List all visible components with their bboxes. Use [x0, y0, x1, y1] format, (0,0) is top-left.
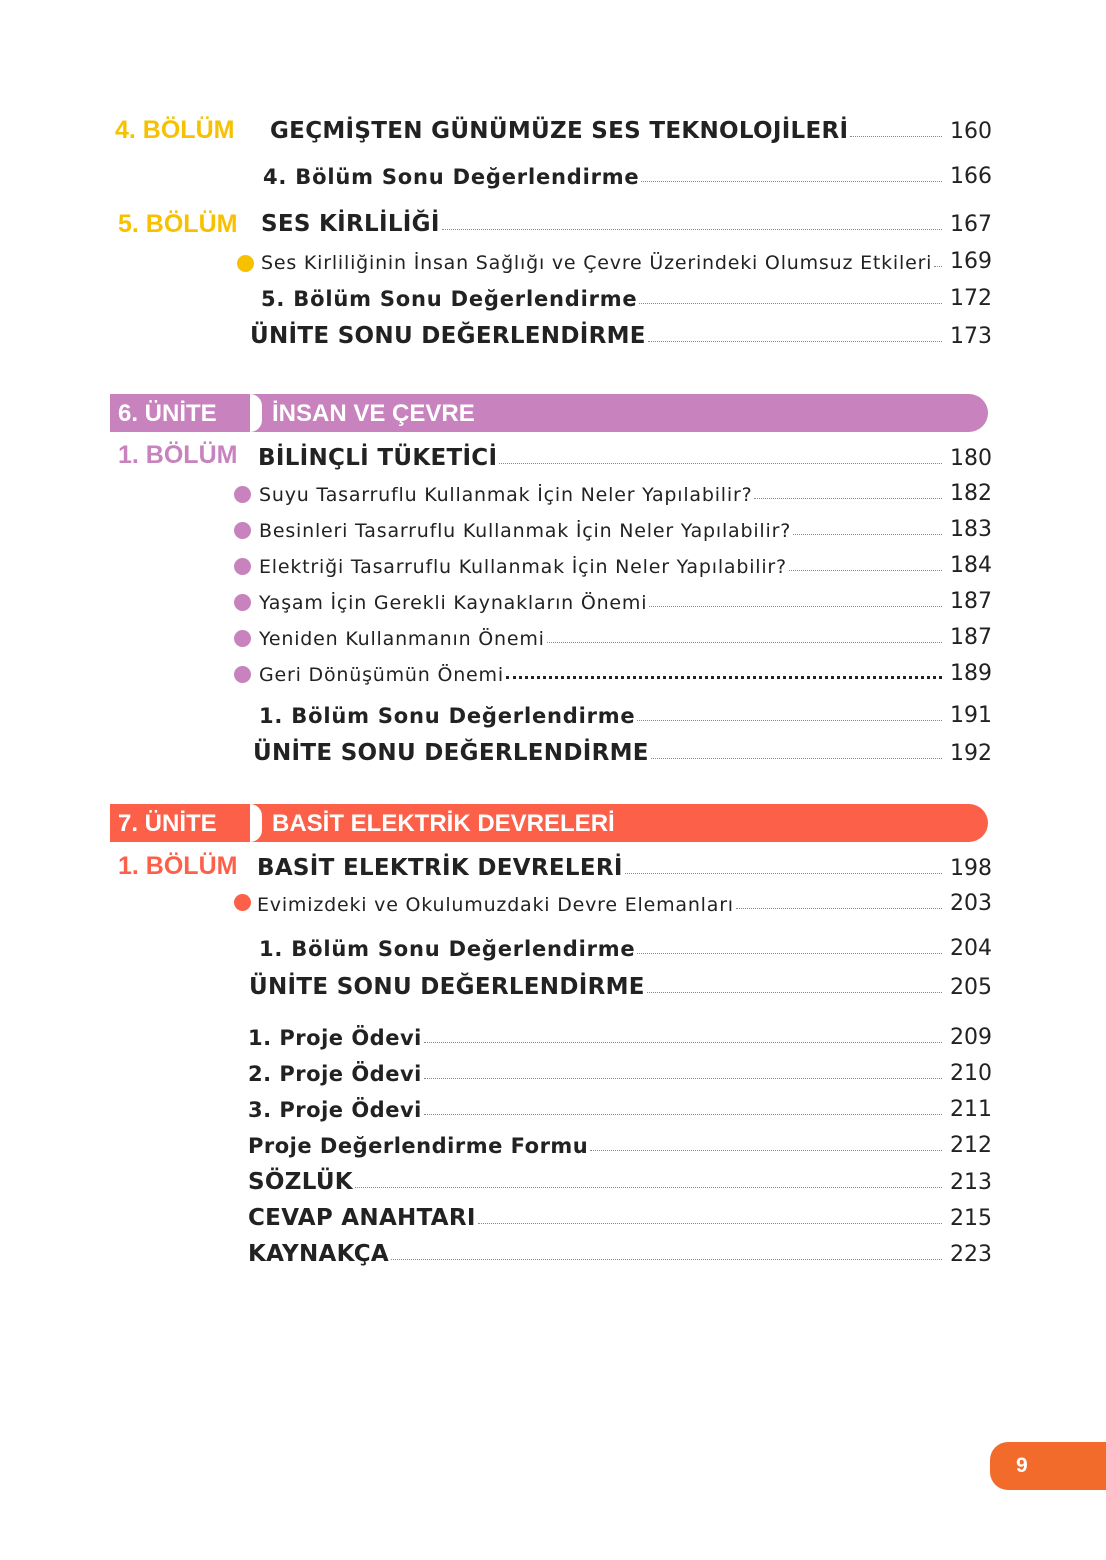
toc-entry[interactable]: [261, 286, 992, 311]
unit-title: BASİT ELEKTRİK DEVRELERİ: [272, 810, 615, 837]
dot-leader: [637, 720, 942, 721]
entry-title: Yeniden Kullanmanın Önemi: [259, 628, 545, 650]
dot-leader: [934, 266, 942, 267]
entry-page: 160: [950, 119, 992, 144]
bullet-icon: [234, 522, 251, 539]
dot-leader: [499, 463, 942, 464]
dot-leader: [355, 1187, 942, 1188]
entry-title: 5. Bölüm Sonu Değerlendirme: [261, 287, 638, 311]
toc-entry[interactable]: [259, 553, 992, 578]
toc-entry[interactable]: [259, 481, 992, 506]
dot-leader: [442, 229, 942, 230]
dot-leader: [625, 873, 942, 874]
toc-entry[interactable]: [257, 891, 992, 916]
dot-leader: [391, 1259, 942, 1260]
page-number: 9: [1016, 1454, 1028, 1477]
entry-title: 1. Bölüm Sonu Değerlendirme: [259, 704, 636, 728]
toc-entry[interactable]: [259, 625, 992, 650]
toc-entry[interactable]: [261, 249, 992, 274]
entry-title: Yaşam İçin Gerekli Kaynakların Önemi: [259, 592, 648, 614]
unit-label: 7. ÜNİTE: [118, 810, 217, 837]
bullet-icon: [234, 486, 251, 503]
entry-title: Proje Değerlendirme Formu: [248, 1134, 589, 1158]
entry-title: Ses Kirliliğinin İnsan Sağlığı ve Çevre Üzerindeki Olumsuz Etkileri: [261, 252, 933, 274]
entry-page: 209: [950, 1025, 992, 1050]
dot-leader: [641, 181, 942, 182]
entry-title: 4. Bölüm Sonu Değerlendirme: [263, 165, 640, 189]
toc-entry[interactable]: [248, 1025, 992, 1050]
dot-leader: [506, 676, 942, 679]
entry-page: 183: [950, 517, 992, 542]
section-label-5: 5. BÖLÜM: [118, 210, 238, 238]
entry-page: 192: [950, 741, 992, 766]
page-number-badge: [990, 1442, 1106, 1490]
dot-leader: [793, 534, 942, 535]
entry-title: 2. Proje Ödevi: [248, 1062, 422, 1086]
entry-page: 191: [950, 703, 992, 728]
entry-page: 212: [950, 1133, 992, 1158]
dot-leader: [649, 606, 942, 607]
entry-page: 215: [950, 1206, 992, 1231]
toc-entry[interactable]: [248, 1205, 992, 1231]
toc-entry[interactable]: [259, 589, 992, 614]
bullet-icon: [234, 666, 251, 683]
entry-page: 205: [950, 975, 992, 1000]
entry-title: SES KİRLİLİĞİ: [261, 211, 440, 237]
entry-title: ÜNİTE SONU DEĞERLENDİRME: [250, 323, 646, 349]
entry-page: 187: [950, 589, 992, 614]
bullet-icon: [234, 630, 251, 647]
toc-entry[interactable]: [259, 517, 992, 542]
entry-title: Besinleri Tasarruflu Kullanmak İçin Neler Yapılabilir?: [259, 520, 792, 542]
entry-page: 210: [950, 1061, 992, 1086]
dot-leader: [424, 1114, 942, 1115]
toc-entry[interactable]: [259, 936, 992, 961]
toc-entry[interactable]: [257, 855, 992, 881]
entry-page: 180: [950, 446, 992, 471]
toc-entry[interactable]: [263, 164, 992, 189]
entry-page: 203: [950, 891, 992, 916]
entry-title: 1. Bölüm Sonu Değerlendirme: [259, 937, 636, 961]
bullet-icon: [234, 558, 251, 575]
dot-leader: [789, 570, 942, 571]
toc-entry[interactable]: [259, 661, 992, 686]
entry-title: ÜNİTE SONU DEĞERLENDİRME: [249, 974, 645, 1000]
entry-title: KAYNAKÇA: [248, 1241, 389, 1267]
toc-entry[interactable]: [258, 445, 992, 471]
entry-page: 173: [950, 324, 992, 349]
dot-leader: [648, 341, 942, 342]
bullet-icon: [237, 255, 254, 272]
dot-leader: [637, 953, 942, 954]
dot-leader: [424, 1078, 942, 1079]
entry-title: Elektriği Tasarruflu Kullanmak İçin Neler Yapılabilir?: [259, 556, 787, 578]
toc-entry[interactable]: [248, 1061, 992, 1086]
dot-leader: [547, 642, 942, 643]
entry-title: Evimizdeki ve Okulumuzdaki Devre Elemanları: [257, 894, 734, 916]
toc-entry[interactable]: [250, 323, 992, 349]
entry-title: Geri Dönüşümün Önemi: [259, 664, 504, 686]
bullet-icon: [234, 894, 251, 911]
dot-leader: [850, 136, 942, 137]
entry-title: 1. Proje Ödevi: [248, 1026, 422, 1050]
entry-title: BASİT ELEKTRİK DEVRELERİ: [257, 855, 623, 881]
dot-leader: [590, 1150, 942, 1151]
entry-title: CEVAP ANAHTARI: [248, 1205, 476, 1231]
entry-page: 172: [950, 286, 992, 311]
entry-page: 198: [950, 856, 992, 881]
unit-label: 6. ÜNİTE: [118, 400, 217, 427]
toc-entry[interactable]: [253, 740, 992, 766]
dot-leader: [651, 758, 942, 759]
toc-entry[interactable]: [248, 1241, 992, 1267]
entry-page: 182: [950, 481, 992, 506]
toc-entry[interactable]: [248, 1169, 992, 1195]
entry-page: 211: [950, 1097, 992, 1122]
section-label-4: 4. BÖLÜM: [115, 116, 235, 144]
bullet-icon: [234, 594, 251, 611]
banner-notch: [250, 394, 262, 432]
dot-leader: [754, 498, 942, 499]
entry-page: 184: [950, 553, 992, 578]
dot-leader: [478, 1223, 942, 1224]
entry-title: BİLİNÇLİ TÜKETİCİ: [258, 445, 498, 471]
entry-title: SÖZLÜK: [248, 1169, 353, 1195]
dot-leader: [639, 303, 942, 304]
entry-title: Suyu Tasarruflu Kullanmak İçin Neler Yapılabilir?: [259, 484, 753, 506]
unit-title: İNSAN VE ÇEVRE: [272, 400, 475, 427]
toc-entry[interactable]: [259, 703, 992, 728]
section-label-u7-1: 1. BÖLÜM: [118, 852, 238, 880]
unit-banner-6: [110, 394, 988, 432]
entry-page: 169: [950, 249, 992, 274]
entry-page: 204: [950, 936, 992, 961]
toc-entry[interactable]: [249, 974, 992, 1000]
entry-page: 166: [950, 164, 992, 189]
dot-leader: [424, 1042, 942, 1043]
entry-title: 3. Proje Ödevi: [248, 1098, 422, 1122]
toc-entry[interactable]: [248, 1097, 992, 1122]
entry-page: 213: [950, 1170, 992, 1195]
toc-entry[interactable]: [248, 1133, 992, 1158]
entry-page: 189: [950, 661, 992, 686]
entry-page: 167: [950, 212, 992, 237]
banner-notch: [250, 804, 262, 842]
entry-title: GEÇMİŞTEN GÜNÜMÜZE SES TEKNOLOJİLERİ: [270, 118, 849, 144]
entry-page: 187: [950, 625, 992, 650]
toc-entry[interactable]: [261, 211, 992, 237]
entry-title: ÜNİTE SONU DEĞERLENDİRME: [253, 740, 649, 766]
dot-leader: [736, 908, 942, 909]
unit-banner-7: [110, 804, 988, 842]
entry-page: 223: [950, 1242, 992, 1267]
toc-entry[interactable]: [270, 118, 992, 144]
dot-leader: [647, 992, 942, 993]
section-label-u6-1: 1. BÖLÜM: [118, 441, 238, 469]
